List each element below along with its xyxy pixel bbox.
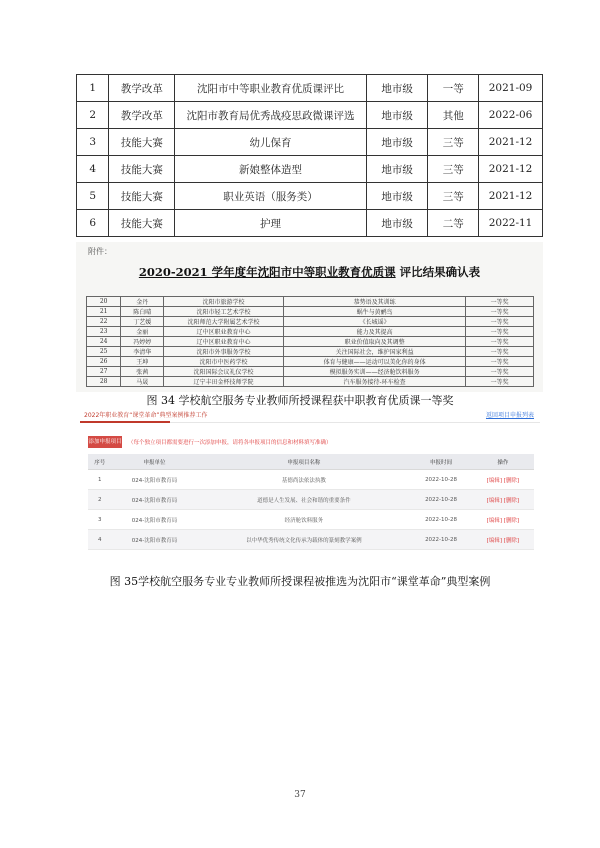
scan-row-award: 一等奖 — [466, 357, 534, 367]
scan-row-name: 张茜 — [121, 367, 164, 377]
scan-row-award: 一等奖 — [466, 327, 534, 337]
web-column-header: 序号 — [88, 454, 112, 470]
web-row-project: 道德是人生发展、社会和谐的重要条件 — [198, 490, 411, 510]
row-date: 2022-06 — [479, 102, 543, 129]
scan-row-award: 一等奖 — [466, 297, 534, 307]
scan-row-number: 26 — [87, 357, 121, 367]
scan-table — [86, 296, 534, 387]
web-row-unit: 024-沈阳市教育局 — [112, 510, 198, 530]
scan-row-number: 22 — [87, 317, 121, 327]
scan-row-school: 沈阳师范大学附属艺术学校 — [164, 317, 284, 327]
scan-row-school: 辽宁丰田金杯技师学院 — [164, 377, 284, 387]
scan-row — [87, 327, 534, 337]
scan-row-name: 丁艺媛 — [121, 317, 164, 327]
row-number: 6 — [77, 210, 109, 237]
scan-row-course: 蜗牛与黄鹂鸟 — [283, 307, 465, 317]
scan-row-school: 沈阳市中医药学校 — [164, 357, 284, 367]
web-column-header: 申报单位 — [112, 454, 198, 470]
row-date: 2021-12 — [479, 156, 543, 183]
row-category: 技能大赛 — [109, 210, 175, 237]
scan-row — [87, 357, 534, 367]
scan-row-award: 一等奖 — [466, 377, 534, 387]
return-list-link[interactable]: 返回项目申报列表 — [485, 412, 534, 419]
web-row — [88, 530, 534, 550]
scan-row-school: 沈阳国际会议礼仪学校 — [164, 367, 284, 377]
row-level: 地市级 — [366, 129, 428, 156]
web-column-header: 申报时间 — [410, 454, 472, 470]
web-row — [88, 510, 534, 530]
attachment-label: 附件： — [88, 247, 112, 256]
table-row — [77, 210, 543, 237]
row-number: 5 — [77, 183, 109, 210]
row-level: 地市级 — [366, 156, 428, 183]
scan-row-name: 金丹 — [121, 297, 164, 307]
web-row-actions[interactable]: [编辑] [删除] — [472, 490, 534, 510]
row-number: 1 — [77, 75, 109, 102]
scan-row-course: 恭势语及其训练 — [283, 297, 465, 307]
scan-row-course: 能力及其提高 — [283, 327, 465, 337]
scan-row-award: 一等奖 — [466, 337, 534, 347]
web-row-unit: 024-沈阳市教育局 — [112, 530, 198, 550]
web-row-number: 2 — [88, 490, 112, 510]
row-category: 技能大赛 — [109, 183, 175, 210]
scan-row-number: 20 — [87, 297, 121, 307]
page-number: 37 — [294, 790, 306, 800]
scan-row — [87, 337, 534, 347]
scan-row-name: 李清华 — [121, 347, 164, 357]
row-category: 教学改革 — [109, 102, 175, 129]
active-tab-underline — [80, 421, 170, 423]
scan-row-award: 一等奖 — [466, 347, 534, 357]
scan-row-award: 一等奖 — [466, 307, 534, 317]
table-row — [77, 183, 543, 210]
row-award-name: 护理 — [175, 210, 366, 237]
web-column-header: 申报项目名称 — [198, 454, 411, 470]
scan-row-number: 23 — [87, 327, 121, 337]
web-top-title: 2022年职业教育“课堂革命”典型案例推荐工作 — [84, 412, 208, 419]
caption-figure-35: 图 35学校航空服务专业专业教师所授课程被推选为沈阳市“课堂革命”典型案例 — [109, 575, 491, 588]
table-row — [77, 129, 543, 156]
row-level: 地市级 — [366, 102, 428, 129]
scan-row-name: 冯婷婷 — [121, 337, 164, 347]
row-rank: 二等 — [428, 210, 479, 237]
scan-row-course: 《长城谣》 — [283, 317, 465, 327]
scan-row-award: 一等奖 — [466, 367, 534, 377]
scan-row-name: 王坤 — [121, 357, 164, 367]
add-project-button[interactable]: 添加申报项目 — [88, 436, 122, 448]
row-date: 2021-12 — [479, 183, 543, 210]
row-rank: 三等 — [428, 183, 479, 210]
scan-row-school: 沈阳市轻工艺术学校 — [164, 307, 284, 317]
scan-row-course: 体育与健康——运动可以美化你的身体 — [283, 357, 465, 367]
row-date: 2022-11 — [479, 210, 543, 237]
web-row-project: 经济舱饮料服务 — [198, 510, 411, 530]
scan-row-school: 辽中区职业教育中心 — [164, 337, 284, 347]
scan-image — [76, 242, 543, 392]
scan-row-number: 21 — [87, 307, 121, 317]
web-row-actions[interactable]: [编辑] [删除] — [472, 510, 534, 530]
row-rank: 一等 — [428, 75, 479, 102]
web-row-time: 2022-10-28 — [410, 530, 472, 550]
table-row — [77, 102, 543, 129]
row-rank: 三等 — [428, 156, 479, 183]
scan-row-number: 27 — [87, 367, 121, 377]
notice-bar — [88, 436, 534, 448]
row-date: 2021-09 — [479, 75, 543, 102]
web-row-time: 2022-10-28 — [410, 470, 472, 490]
web-row — [88, 470, 534, 490]
scan-row-number: 24 — [87, 337, 121, 347]
table-row — [77, 75, 543, 102]
web-row-unit: 024-沈阳市教育局 — [112, 490, 198, 510]
web-screenshot — [80, 408, 540, 568]
scan-row — [87, 377, 534, 387]
scan-row-course: 模拟服务实训——经济舱饮料服务 — [283, 367, 465, 377]
awards-table — [76, 74, 543, 237]
scan-row — [87, 297, 534, 307]
web-row-actions[interactable]: [编辑] [删除] — [472, 530, 534, 550]
row-award-name: 职业英语（服务类） — [175, 183, 366, 210]
caption-figure-34: 图 34 学校航空服务专业教师所授课程获中职教育优质课一等奖 — [146, 394, 454, 407]
row-category: 技能大赛 — [109, 156, 175, 183]
row-number: 4 — [77, 156, 109, 183]
row-number: 2 — [77, 102, 109, 129]
row-level: 地市级 — [366, 183, 428, 210]
web-column-header: 操作 — [472, 454, 534, 470]
scan-row-school: 辽中区职业教育中心 — [164, 327, 284, 337]
scan-row-course: 汽车服务接待-环车检查 — [283, 377, 465, 387]
web-row-number: 4 — [88, 530, 112, 550]
scan-row-award: 一等奖 — [466, 317, 534, 327]
row-award-name: 沈阳市中等职业教育优质课评比 — [175, 75, 366, 102]
table-row — [77, 156, 543, 183]
web-row-number: 1 — [88, 470, 112, 490]
notice-text: （每个独立项目都需要进行一次添加申报，请将各申报项目的信息和材料填写准确） — [128, 440, 332, 446]
row-award-name: 幼儿保育 — [175, 129, 366, 156]
web-topbar — [80, 408, 540, 423]
row-award-name: 新娘整体造型 — [175, 156, 366, 183]
scan-row-school: 沈阳市外事服务学校 — [164, 347, 284, 357]
scan-row-number: 28 — [87, 377, 121, 387]
scan-row-course: 关注国际社会，维护国家利益 — [283, 347, 465, 357]
row-level: 地市级 — [366, 75, 428, 102]
row-category: 教学改革 — [109, 75, 175, 102]
web-row-project: 基德尚法依法执教 — [198, 470, 411, 490]
row-category: 技能大赛 — [109, 129, 175, 156]
web-row-actions[interactable]: [编辑] [删除] — [472, 470, 534, 490]
row-award-name: 沈阳市教育局优秀战疫思政微课评选 — [175, 102, 366, 129]
scan-row-name: 金丽 — [121, 327, 164, 337]
web-row — [88, 490, 534, 510]
web-row-unit: 024-沈阳市教育局 — [112, 470, 198, 490]
row-level: 地市级 — [366, 210, 428, 237]
row-rank: 其他 — [428, 102, 479, 129]
web-row-project: 以中华优秀传统文化传承为载体的篆刻教学案例 — [198, 530, 411, 550]
web-table — [88, 454, 534, 550]
scan-row-name: 陈白晴 — [121, 307, 164, 317]
scan-row-school: 沈阳市旅游学校 — [164, 297, 284, 307]
web-row-time: 2022-10-28 — [410, 510, 472, 530]
scan-row-number: 25 — [87, 347, 121, 357]
row-number: 3 — [77, 129, 109, 156]
scan-row — [87, 317, 534, 327]
web-row-number: 3 — [88, 510, 112, 530]
scan-row — [87, 367, 534, 377]
scan-row — [87, 347, 534, 357]
scan-title: 2020-2021 学年度年沈阳市中等职业教育优质课 评比结果确认表 — [138, 265, 481, 279]
web-row-time: 2022-10-28 — [410, 490, 472, 510]
row-date: 2021-12 — [479, 129, 543, 156]
scan-row-course: 职业价值取向及其调整 — [283, 337, 465, 347]
row-rank: 三等 — [428, 129, 479, 156]
scan-row-name: 马晟 — [121, 377, 164, 387]
scan-row — [87, 307, 534, 317]
